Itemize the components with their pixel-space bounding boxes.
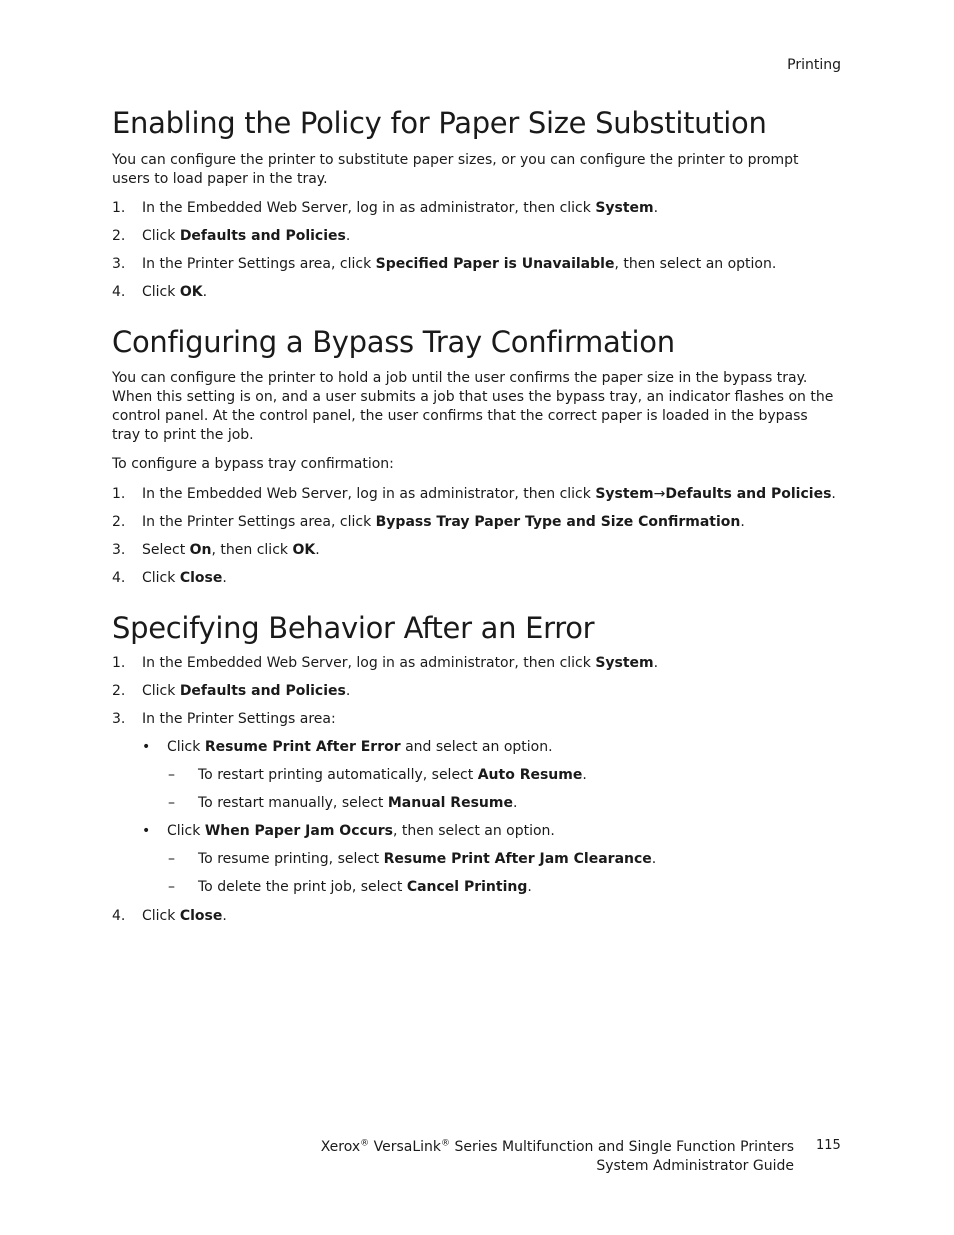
section-title-behavior-after-error: Specifying Behavior After an Error bbox=[112, 611, 595, 645]
section-intro: You can configure the printer to substitute paper sizes, or you can configure the printer to prompt users to load paper in the tray. bbox=[112, 152, 799, 187]
footer-product-title bbox=[321, 1138, 794, 1176]
page-number: 115 bbox=[816, 1138, 841, 1153]
section-lead: To configure a bypass tray confirmation: bbox=[112, 456, 394, 472]
running-header: Printing bbox=[787, 57, 841, 73]
footer-line-2: System Administrator Guide bbox=[596, 1158, 794, 1174]
footer-line-1: Xerox® VersaLink® Series Multifunction and Single Function Printers bbox=[320, 1138, 794, 1155]
section-title-paper-substitution: Enabling the Policy for Paper Size Substitution bbox=[112, 106, 767, 140]
section-title-bypass-tray: Configuring a Bypass Tray Confirmation bbox=[112, 325, 675, 359]
section-intro: You can configure the printer to hold a job until the user confirms the paper size in the bypass tray. When this setting is on, and a user submits a job that uses the bypass tray, an indicator flashes on the control panel. At the control panel, the user confirms that the correct paper is loaded in the bypass tray to print the job. bbox=[112, 370, 834, 443]
